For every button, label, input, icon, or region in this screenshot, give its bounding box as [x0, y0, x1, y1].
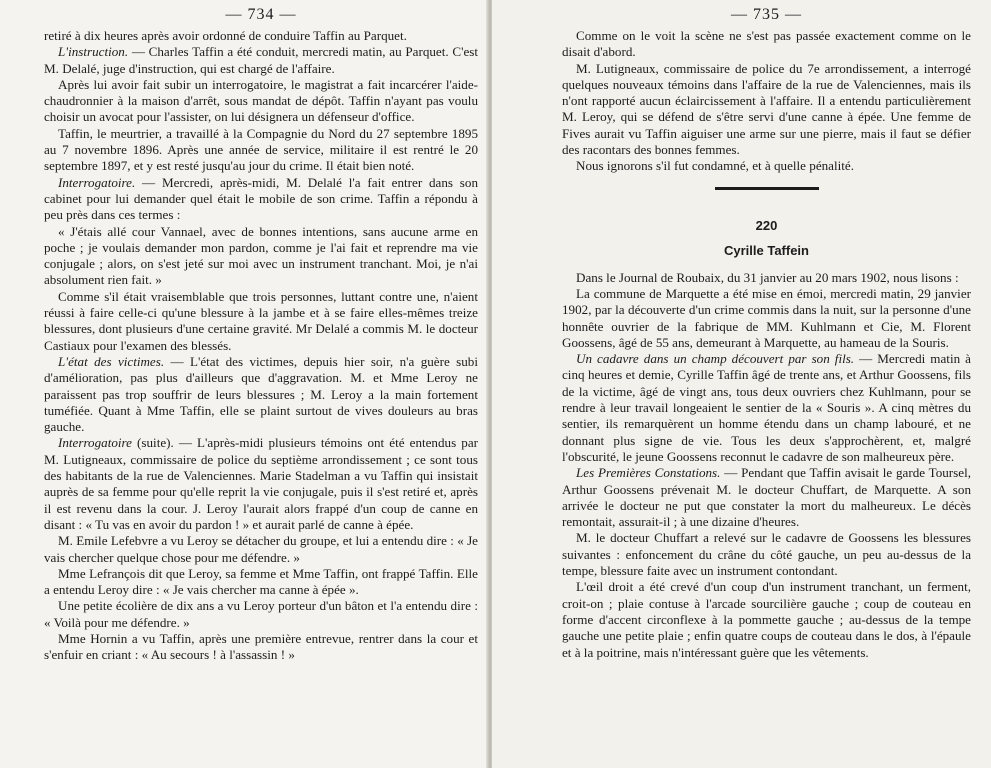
paragraph-heading: L'instruction.	[58, 44, 129, 60]
paragraph	[562, 158, 971, 174]
paragraph-heading: Les Premières Constations.	[576, 465, 721, 481]
paragraph-text: Taffin, le meurtrier, a travaillé à la Compagnie du Nord du 27 septembre 1895 au 7 novembre 1896. Après une année de service, militaire il est rentré le 20 septembre 1897, et y est resté jusqu'au jour du crime. Il était bien noté.	[44, 125, 478, 174]
paragraph	[44, 126, 478, 175]
paragraph-text: — Mercredi matin à cinq heures et demie, Cyrille Taffin âgé de trente ans, et Arthur Goossens, fils de la victime, âgé de vingt ans, tous deux ouvriers chez Kuhlmann, pour se rendre à leur travail longeaient le sentier de la « Souris ». A cinq mètres du sentier, ils remarquèrent un homme étendu dans un champ labouré, et ne donnant plus signe de vie. Tous les deux s'approchèrent, et, malgré l'obscurité, le jeune Goossens reconnut le cadavre de son malheureux père.	[562, 351, 971, 464]
left-page	[0, 0, 488, 768]
right-page-bottom-text	[562, 270, 971, 661]
paragraph-text: — Pendant que Taffin avisait le garde Toursel, Arthur Goossens prévenait M. le docteur Chuffart, de Marquette. A son arrivée le docteur ne put que constater la mort du malheureux. Le décès remontait, assurait-il ; à une dizaine d'heures.	[562, 465, 971, 530]
paragraph-text: (suite). — L'après-midi plusieurs témoins ont été entendus par M. Lutigneaux, commissaire de police du septième arrondissement ; ce sont tous des habitants de la rue de Valenciennes. Marie Stadelman a vu Taffin qui insistait auprès de sa femme pour qu'elle reprit la vie conjugale, puis il s'est retiré et, après il est revenu dans la cour. J. Leroy l'aurait alors frappé d'un coup de canne en disant : « Tu vas en avoir du pardon ! » et aurait parlé de canne à épée.	[44, 435, 478, 532]
paragraph-text: La commune de Marquette a été mise en émoi, mercredi matin, 29 janvier 1902, par la découverte d'un crime commis dans la nuit, sur la personne d'une honnête ouvrier de la fabrique de MM. Kuhlmann et Cie, M. Florent Goossens, âgé de 55 ans, demeurant à Marquette, au hameau de la Souris.	[562, 285, 971, 350]
paragraph-text: Dans le Journal de Roubaix, du 31 janvier au 20 mars 1902, nous lisons :	[576, 269, 959, 285]
paragraph-heading: Interrogatoire.	[58, 174, 136, 190]
paragraph	[44, 28, 478, 44]
paragraph-heading: Un cadavre dans un champ découvert par son fils.	[576, 351, 855, 367]
paragraph	[44, 598, 478, 631]
paragraph	[562, 270, 971, 286]
section-divider	[715, 187, 819, 190]
paragraph-text: L'œil droit a été crevé d'un coup d'un instrument tranchant, un ferment, croit-on ; plaie contuse à l'arcade sourcilière gauche ; coup de couteau en forme d'accent circonflexe à la pommette gauche ; au-dessus de la tempe gauche une petite plaie ; enfin quatre coups de couteau dans le dos, à l'épaule et à la poitrine, mais n'intéressant guère que les vêtements.	[562, 579, 971, 660]
paragraph	[562, 28, 971, 61]
paragraph-text: « J'étais allé cour Vannael, avec de bonnes intentions, sans aucune arme en poche ; je voulais demander mon pardon, comme je l'ai fait et reprendre ma vie conjugale ; alors, on s'est jeté sur moi avec un instrument tranchant. Moi, je n'ai absolument rien fait. »	[44, 223, 478, 288]
paragraph	[44, 533, 478, 566]
paragraph-text: Après lui avoir fait subir un interrogatoire, le magistrat a fait incarcérer l'aide-chaudronnier à la maison d'arrêt, sous mandat de dépôt. Taffin n'ayant pas voulu choisir un avocat pour l'assister, on lui désignera un défenseur d'office.	[44, 76, 478, 125]
page-number: — 735 —	[731, 6, 802, 23]
paragraph-text: — L'état des victimes, depuis hier soir, n'a guère subi d'amélioration, pas plus d'ailleurs que d'aggravation. M. et Mme Leroy ne paraissent pas trop souffrir de leurs blessures ; M. Leroy a la main fortement tuméfiée. Quant à Mme Taffin, elle se plaint surtout de vives douleurs au bras gauche.	[44, 353, 478, 435]
paragraph-heading: L'état des victimes.	[58, 353, 165, 369]
paragraph	[562, 351, 971, 465]
paragraph	[44, 435, 478, 533]
paragraph-text: Comme s'il était vraisemblable que trois personnes, luttant contre une, n'aient réussi à faire celle-ci qu'une blessure à la jambe et à se faire elles-mêmes treize blessures, dont plusieurs d'une certaine gravité. Mr Delalé a commis M. le docteur Castiaux pour l'examen des blessés.	[44, 288, 478, 353]
paragraph-text: Une petite écolière de dix ans a vu Leroy porteur d'un bâton et l'a entendu dire : « Voilà pour me défendre. »	[44, 598, 478, 630]
paragraph	[562, 286, 971, 351]
paragraph-text: M. Emile Lefebvre a vu Leroy se détacher du groupe, et lui a entendu dire : « Je vais chercher quelque chose pour me défendre. »	[44, 533, 478, 565]
paragraph	[44, 566, 478, 599]
paragraph	[44, 44, 478, 77]
paragraph	[562, 465, 971, 530]
paragraph-text: M. Lutigneaux, commissaire de police du 7e arrondissement, a interrogé quelques nouveaux témoins dans l'affaire de la rue de Valenciennes, mais ils n'ont rapporté aucun éclaircissement à l'affaire. Il a entendu particulièrement M. Leroy, qui se défend de s'être servi d'une canne à épée. Une femme de Fives aurait vu Taffin aiguiser une arme sur une pierre, mais il faut se défier des racontars des bonnes femmes.	[562, 60, 971, 158]
paragraph-text: Mme Hornin a vu Taffin, après une première entrevue, rentrer dans la cour et s'enfuir en criant : « Au secours ! à l'assassin ! »	[44, 630, 478, 663]
paragraph	[44, 224, 478, 289]
paragraph-text: — Charles Taffin a été conduit, mercredi matin, au Parquet. C'est M. Delalé, juge d'instruction, qui est chargé de l'affaire.	[44, 44, 478, 76]
paragraph	[44, 354, 478, 435]
paragraph-text: — Mercredi, après-midi, M. Delalé l'a fait entrer dans son cabinet pour lui demander quel était le mobile de son crime. Taffin a répondu à peu près dans ces termes :	[44, 174, 478, 223]
paragraph-text: Comme on le voit la scène ne s'est pas passée exactement comme on le disait d'abord.	[562, 28, 971, 60]
paragraph-text: Mme Lefrançois dit que Leroy, sa femme et Mme Taffin, ont frappé Taffin. Elle a entendu Leroy dire : « Je vais chercher ma canne à épée ».	[44, 565, 478, 598]
paragraph-heading: Interrogatoire	[58, 435, 132, 451]
left-page-body	[44, 28, 478, 664]
paragraph	[562, 61, 971, 159]
paragraph	[44, 77, 478, 126]
paragraph	[562, 530, 971, 579]
case-title: Cyrille Taffein	[723, 242, 809, 258]
case-number: 220	[755, 217, 778, 233]
paragraph-text: M. le docteur Chuffart a relevé sur le cadavre de Goossens les blessures suivantes : enfoncement du crâne du côté gauche, un peu au-dessus de la tempe, blessure faite avec un instrument contondant.	[562, 530, 971, 579]
paragraph	[562, 579, 971, 660]
paragraph-text: retiré à dix heures après avoir ordonné de conduire Taffin au Parquet.	[44, 28, 407, 43]
paragraph-text: Nous ignorons s'il fut condamné, et à quelle pénalité.	[576, 158, 854, 174]
page-number: — 734 —	[225, 6, 297, 23]
paragraph	[44, 631, 478, 664]
paragraph	[44, 175, 478, 224]
right-page-top-text	[562, 28, 971, 175]
right-page	[492, 0, 991, 768]
paragraph	[44, 289, 478, 354]
